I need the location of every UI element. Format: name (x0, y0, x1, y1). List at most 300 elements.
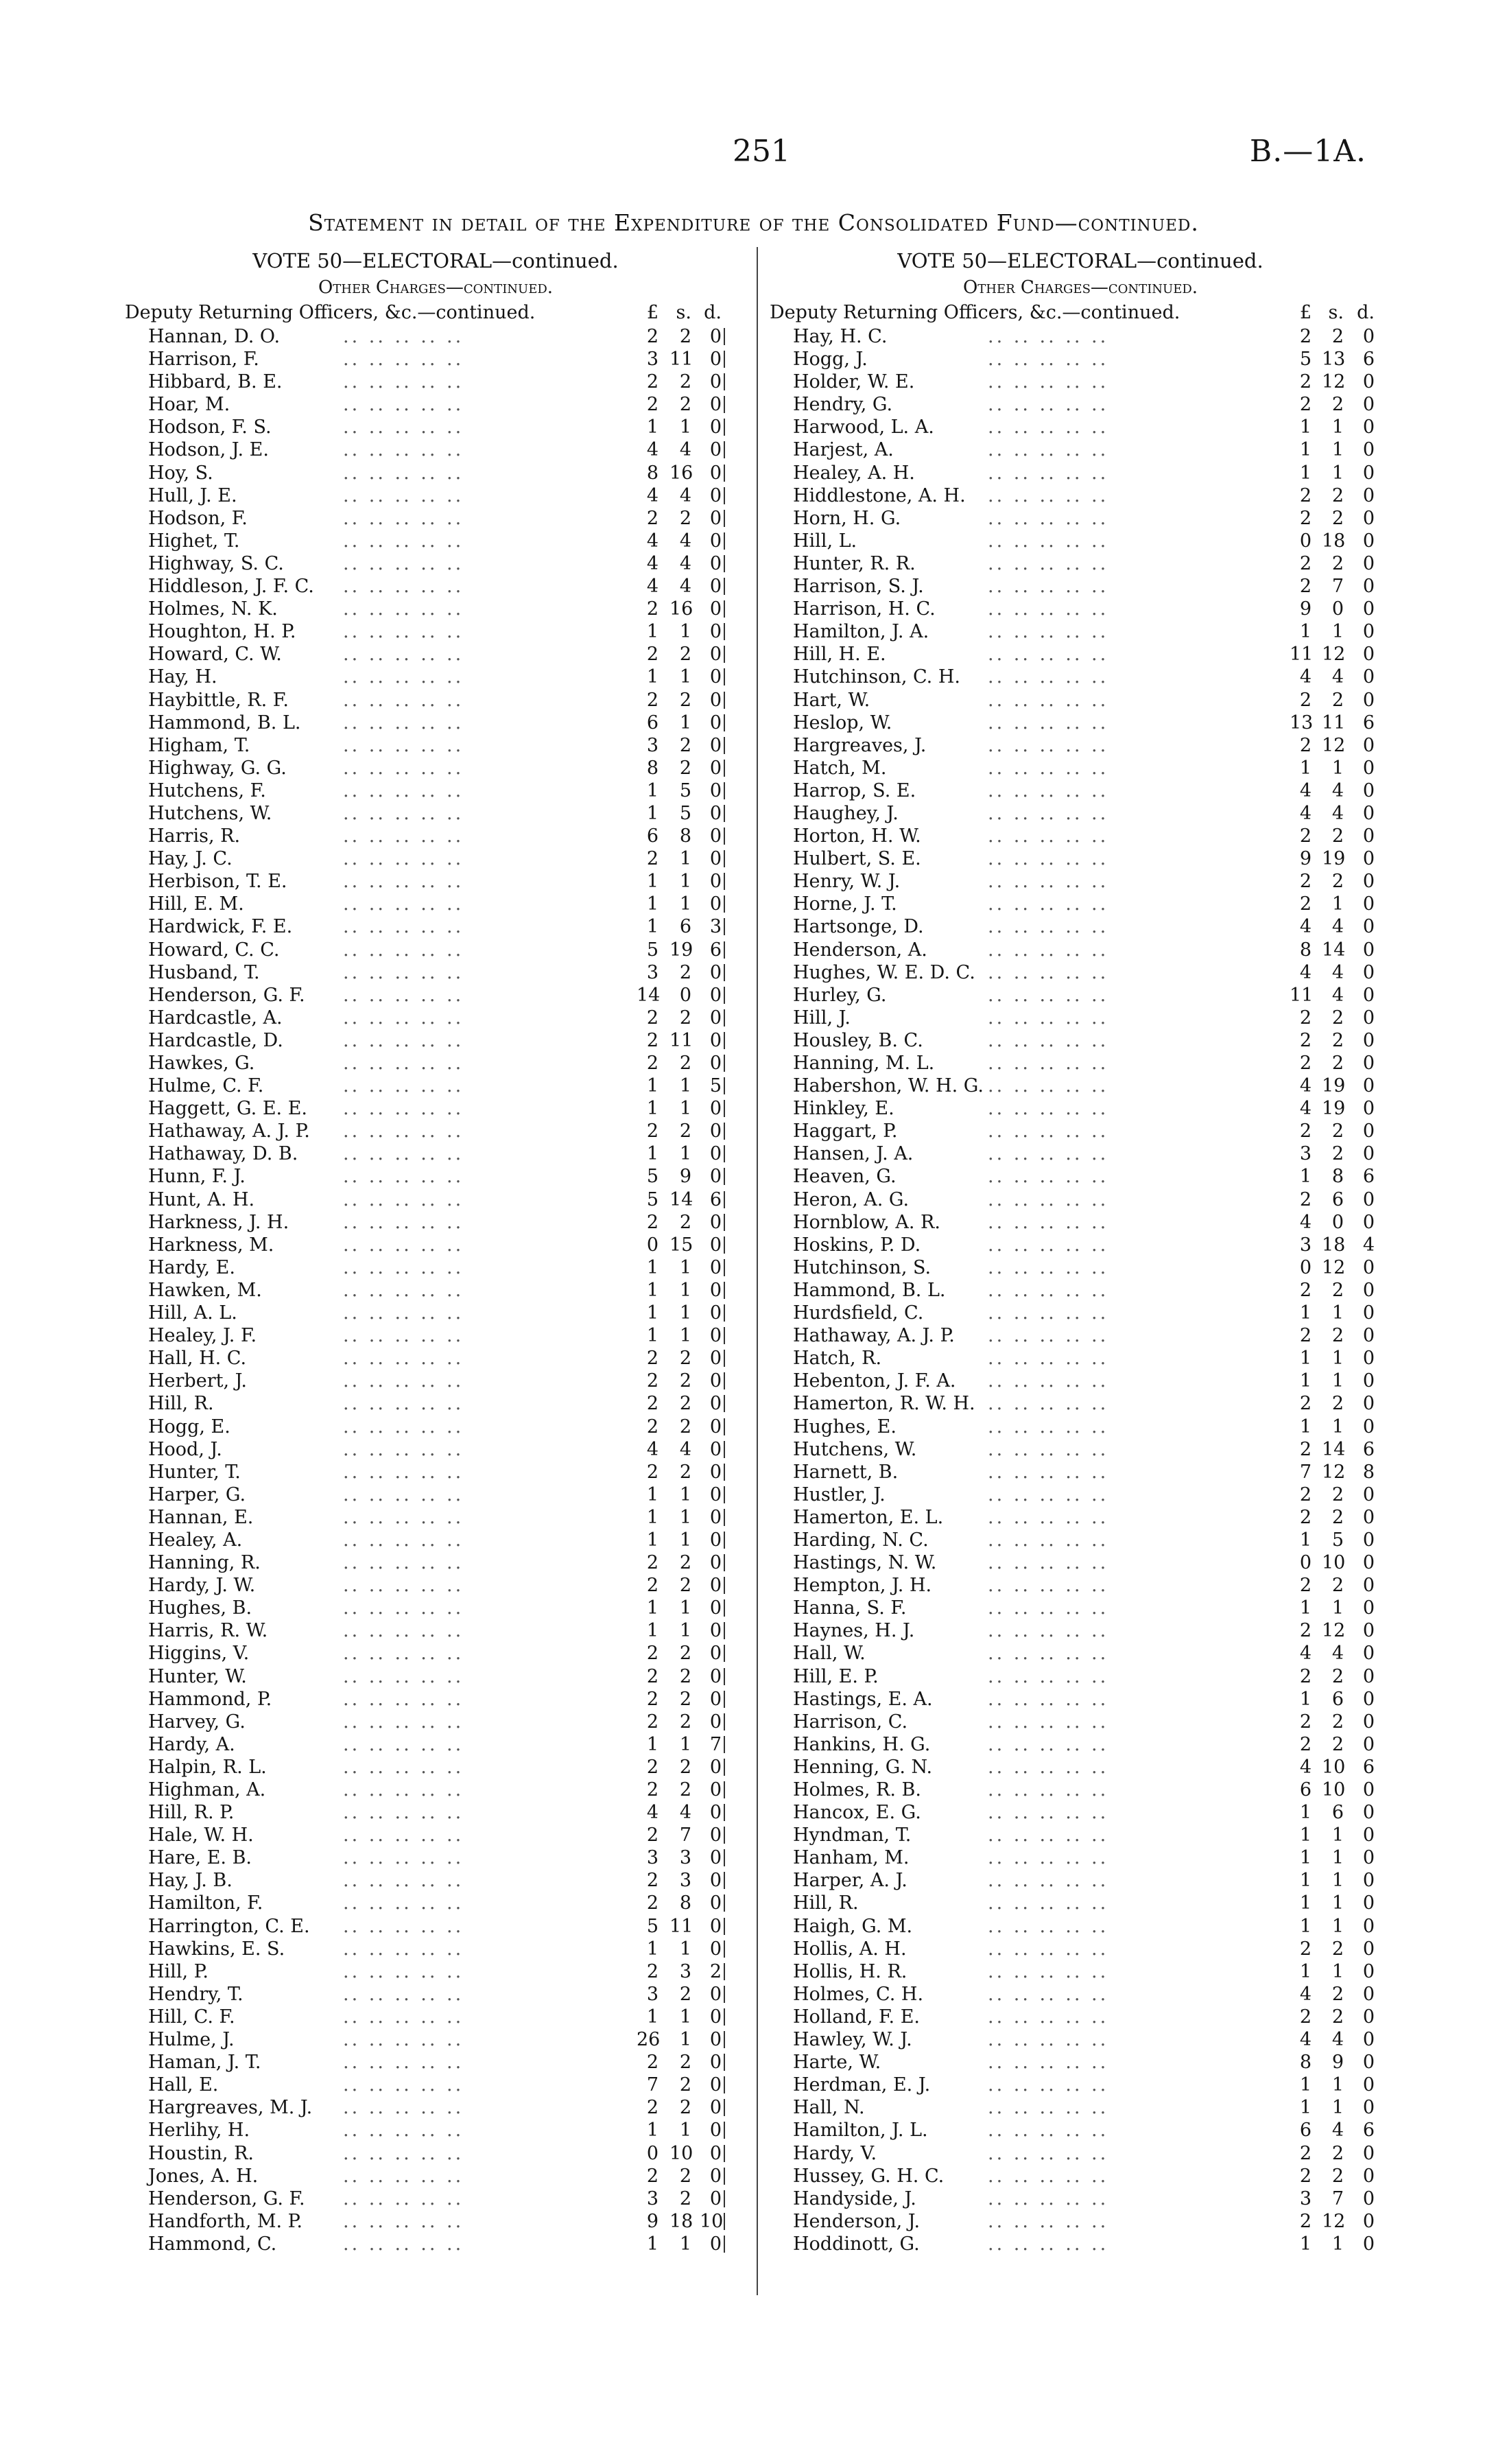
amount-pounds: 2 (1299, 1506, 1312, 1528)
amount-pence: 0 (709, 1688, 722, 1710)
leader-dots: .. .. .. .. .. (988, 802, 1109, 824)
amount-shillings: 6 (1331, 1802, 1344, 1824)
leader-dots: .. .. .. .. .. (988, 1620, 1109, 1642)
amount-pounds: 2 (646, 1552, 658, 1574)
amount-shillings: 0 (1331, 1211, 1344, 1233)
column-rule (724, 1781, 725, 1798)
leader-dots: .. .. .. .. .. (988, 1824, 1109, 1846)
payee-name: Higham, T. (148, 734, 250, 756)
column-rule (724, 1077, 725, 1094)
amount-pounds: 2 (1299, 2165, 1312, 2187)
amount-pounds: 1 (646, 666, 658, 688)
table-row (117, 893, 755, 915)
amount-pence: 0 (709, 666, 722, 688)
payee-name: Hawken, M. (148, 1279, 262, 1301)
payee-name: Henry, W. J. (793, 871, 901, 893)
amount-pounds: 6 (1299, 2120, 1312, 2142)
amount-pounds: 1 (646, 1597, 658, 1619)
leader-dots: .. .. .. .. .. (988, 1938, 1109, 1960)
column-rule (724, 1827, 725, 1844)
leader-dots: .. .. .. .. .. (988, 2006, 1109, 2028)
leader-dots: .. .. .. .. .. (343, 1802, 464, 1824)
leader-dots: .. .. .. .. .. (343, 2052, 464, 2074)
table-row (761, 1529, 1399, 1551)
table-row (761, 2233, 1399, 2255)
column-rule (724, 1418, 725, 1435)
leader-dots: .. .. .. .. .. (988, 984, 1109, 1006)
document-reference: B.—1A. (1249, 134, 1366, 169)
leader-dots: .. .. .. .. .. (988, 916, 1109, 938)
payee-name: Hall, W. (793, 1643, 866, 1665)
amount-shillings: 4 (1331, 984, 1344, 1006)
table-row (117, 2119, 755, 2142)
amount-pence: 0 (1362, 1143, 1375, 1165)
payee-name: Hoddinott, G. (793, 2233, 920, 2255)
table-row (761, 438, 1399, 461)
amount-pounds: 2 (1299, 1007, 1312, 1029)
column-rule (724, 1032, 725, 1049)
leader-dots: .. .. .. .. .. (988, 644, 1109, 666)
table-row (117, 2142, 755, 2165)
amount-shillings: 1 (679, 848, 691, 870)
amount-shillings: 7 (1331, 2187, 1344, 2209)
shillings-header: s. (676, 302, 691, 323)
table-row (117, 1733, 755, 1756)
amount-pence: 0 (709, 1370, 722, 1392)
amount-shillings: 12 (1322, 1461, 1346, 1483)
column-rule (724, 805, 725, 822)
amount-shillings: 13 (1322, 349, 1346, 371)
amount-shillings: 2 (679, 1120, 691, 1142)
payee-name: Hodson, J. E. (148, 439, 269, 461)
amount-pence: 0 (1362, 1325, 1375, 1347)
amount-pounds: 1 (646, 1483, 658, 1505)
column-rule (724, 465, 725, 482)
amount-pounds: 2 (646, 1211, 658, 1233)
amount-shillings: 2 (679, 734, 691, 756)
amount-pence: 0 (1362, 802, 1375, 824)
amount-pounds: 8 (646, 757, 658, 779)
table-row (761, 2006, 1399, 2028)
amount-pence: 0 (709, 1007, 722, 1029)
amount-pence: 10 (700, 2210, 724, 2232)
table-row (761, 2074, 1399, 2096)
table-row (761, 1142, 1399, 1165)
amount-pounds: 2 (646, 1643, 658, 1665)
amount-pence: 0 (709, 326, 722, 347)
leader-dots: .. .. .. .. .. (988, 1302, 1109, 1324)
amount-shillings: 4 (679, 1802, 691, 1824)
leader-dots: .. .. .. .. .. (343, 1960, 464, 1982)
table-row (761, 1416, 1399, 1438)
payee-name: Hardy, E. (148, 1256, 235, 1278)
amount-pence: 0 (709, 439, 722, 461)
table-row (761, 802, 1399, 825)
amount-pence: 0 (709, 598, 722, 620)
leader-dots: .. .. .. .. .. (343, 2120, 464, 2142)
amount-pounds: 2 (1299, 1053, 1312, 1074)
column-rule (724, 396, 725, 413)
leader-dots: .. .. .. .. .. (343, 371, 464, 393)
amount-pence: 3 (709, 916, 722, 938)
amount-shillings: 1 (1331, 1416, 1344, 1438)
amount-pence: 0 (709, 507, 722, 529)
leader-dots: .. .. .. .. .. (343, 462, 464, 484)
amount-pence: 0 (1362, 1053, 1375, 1074)
amount-shillings: 2 (679, 1053, 691, 1074)
column-rule (724, 1599, 725, 1617)
column-rule (724, 2054, 725, 2071)
amount-pence: 0 (1362, 439, 1375, 461)
amount-shillings: 4 (679, 484, 691, 506)
payee-name: Hartsonge, D. (793, 916, 924, 938)
payee-name: Hogg, J. (793, 349, 868, 371)
page-number: 251 (733, 134, 790, 169)
amount-shillings: 14 (1322, 939, 1346, 961)
payee-name: Hall, E. (148, 2074, 219, 2096)
payee-name: Herbison, T. E. (148, 871, 287, 893)
amount-pence: 0 (709, 2120, 722, 2142)
amount-shillings: 1 (1331, 2233, 1344, 2255)
column-rule (724, 419, 725, 436)
column-rule (724, 1622, 725, 1639)
amount-pence: 0 (1362, 1370, 1375, 1392)
amount-shillings: 1 (1331, 2074, 1344, 2096)
payee-name: Hastings, E. A. (793, 1688, 933, 1710)
table-row (117, 1234, 755, 1256)
amount-pounds: 1 (646, 1075, 658, 1097)
amount-pounds: 2 (1299, 1279, 1312, 1301)
amount-pence: 0 (1362, 621, 1375, 643)
amount-pounds: 1 (1299, 1597, 1312, 1619)
amount-shillings: 4 (1331, 1643, 1344, 1665)
amount-pence: 0 (709, 1575, 722, 1597)
vote-heading: VOTE 50—ELECTORAL—continued. (897, 249, 1263, 272)
amount-pence: 0 (709, 1529, 722, 1551)
payee-name: Hyndman, T. (793, 1824, 912, 1846)
payee-name: Hutchinson, C. H. (793, 666, 960, 688)
table-row (761, 416, 1399, 438)
amount-shillings: 11 (1322, 712, 1346, 734)
payee-name: Holmes, C. H. (793, 1983, 924, 2005)
amount-pounds: 4 (1299, 916, 1312, 938)
amount-pounds: 4 (1299, 1098, 1312, 1120)
table-row (761, 734, 1399, 757)
amount-shillings: 7 (1331, 576, 1344, 598)
table-row (761, 984, 1399, 1007)
table-row (761, 1801, 1399, 1824)
column-rule (724, 2008, 725, 2026)
amount-pence: 0 (709, 1461, 722, 1483)
leader-dots: .. .. .. .. .. (988, 2187, 1109, 2209)
table-row (117, 1302, 755, 1324)
amount-pounds: 1 (1299, 1529, 1312, 1551)
payee-name: Hannan, E. (148, 1506, 254, 1528)
table-row (761, 1846, 1399, 1869)
amount-pounds: 1 (646, 779, 658, 801)
payee-name: Hannan, D. O. (148, 326, 281, 347)
amount-pence: 0 (1362, 1938, 1375, 1960)
column-rule (724, 2190, 725, 2207)
table-row (761, 961, 1399, 984)
amount-pence: 0 (1362, 1665, 1375, 1687)
amount-pence: 0 (709, 530, 722, 552)
payee-name: Hughes, B. (148, 1597, 252, 1619)
amount-shillings: 18 (1322, 1234, 1346, 1256)
column-rule (724, 941, 725, 959)
amount-pounds: 1 (1299, 2097, 1312, 2119)
amount-pence: 0 (1362, 1620, 1375, 1642)
amount-pence: 0 (709, 2142, 722, 2164)
payee-name: Haybittle, R. F. (148, 689, 289, 711)
payee-name: Houghton, H. P. (148, 621, 296, 643)
table-row (761, 1347, 1399, 1370)
sub-heading: Other Charges—continued. (962, 277, 1198, 298)
amount-pence: 0 (1362, 1575, 1375, 1597)
amount-pounds: 6 (646, 825, 658, 847)
amount-pence: 0 (709, 576, 722, 598)
payee-name: Hardwick, F. E. (148, 916, 293, 938)
leader-dots: .. .. .. .. .. (988, 598, 1109, 620)
leader-dots: .. .. .. .. .. (343, 961, 464, 983)
table-row (761, 2028, 1399, 2051)
amount-pounds: 2 (646, 1779, 658, 1800)
table-row (117, 1642, 755, 1665)
leader-dots: .. .. .. .. .. (343, 1483, 464, 1505)
leader-dots: .. .. .. .. .. (343, 1915, 464, 1937)
amount-pence: 4 (1362, 1234, 1375, 1256)
payee-name: Harrison, F. (148, 349, 259, 371)
table-row (761, 620, 1399, 643)
amount-shillings: 3 (679, 1847, 691, 1869)
table-row (117, 1165, 755, 1188)
amount-pence: 0 (1362, 1529, 1375, 1551)
amount-pounds: 2 (646, 2052, 658, 2074)
payee-name: Hamilton, J. A. (793, 621, 929, 643)
payee-name: Harper, A. J. (793, 1870, 907, 1892)
leader-dots: .. .. .. .. .. (988, 1733, 1109, 1755)
amount-pounds: 0 (1299, 1552, 1312, 1574)
leader-dots: .. .. .. .. .. (343, 1211, 464, 1233)
amount-pence: 0 (709, 2233, 722, 2255)
table-row (761, 2051, 1399, 2074)
amount-pounds: 2 (1299, 1188, 1312, 1210)
amount-pence: 0 (1362, 1120, 1375, 1142)
amount-pence: 0 (1362, 2029, 1375, 2051)
table-row (117, 1461, 755, 1483)
amount-pence: 0 (1362, 416, 1375, 438)
amount-shillings: 1 (679, 1620, 691, 1642)
amount-shillings: 2 (1331, 1053, 1344, 1074)
table-row (117, 575, 755, 598)
amount-pounds: 11 (1290, 644, 1314, 666)
amount-pence: 0 (1362, 666, 1375, 688)
payee-name: Hardcastle, A. (148, 1007, 283, 1029)
table-row (761, 643, 1399, 666)
amount-shillings: 1 (679, 1256, 691, 1278)
amount-pence: 0 (709, 484, 722, 506)
table-row (761, 1029, 1399, 1052)
amount-pence: 0 (709, 779, 722, 801)
amount-shillings: 2 (679, 2052, 691, 2074)
leader-dots: .. .. .. .. .. (343, 1892, 464, 1914)
payee-name: Hutchens, F. (148, 779, 266, 801)
column-rule (724, 760, 725, 777)
leader-dots: .. .. .. .. .. (988, 2052, 1109, 2074)
column-rule (724, 2145, 725, 2162)
leader-dots: .. .. .. .. .. (988, 1393, 1109, 1415)
leader-dots: .. .. .. .. .. (343, 1847, 464, 1869)
amount-shillings: 2 (1331, 1279, 1344, 1301)
table-row (761, 462, 1399, 484)
amount-pence: 0 (1362, 1597, 1375, 1619)
table-row (761, 1097, 1399, 1120)
amount-pounds: 1 (1299, 1824, 1312, 1846)
column-rule (724, 692, 725, 709)
leader-dots: .. .. .. .. .. (343, 2210, 464, 2232)
table-row (761, 1665, 1399, 1688)
payee-name: Heron, A. G. (793, 1188, 910, 1210)
amount-shillings: 1 (679, 1597, 691, 1619)
leader-dots: .. .. .. .. .. (988, 825, 1109, 847)
payee-name: Hastings, N. W. (793, 1552, 937, 1574)
payee-name: Hunter, R. R. (793, 552, 916, 574)
amount-pounds: 2 (646, 1665, 658, 1687)
amount-pounds: 4 (646, 576, 658, 598)
table-row (117, 484, 755, 507)
column-rule (724, 1282, 725, 1299)
column-header (761, 301, 1399, 325)
table-row (761, 1733, 1399, 1756)
amount-pence: 0 (709, 1393, 722, 1415)
section-heading: Deputy Returning Officers, &c.—continued. (125, 302, 536, 323)
amount-pence: 0 (1362, 1870, 1375, 1892)
table-row (761, 1120, 1399, 1142)
payee-name: Haughey, J. (793, 802, 899, 824)
amount-shillings: 2 (1331, 552, 1344, 574)
amount-shillings: 4 (679, 576, 691, 598)
amount-pence: 0 (709, 552, 722, 574)
amount-pence: 0 (1362, 598, 1375, 620)
payee-name: Harkness, M. (148, 1234, 274, 1256)
leader-dots: .. .. .. .. .. (988, 757, 1109, 779)
payee-name: Hendry, T. (148, 1983, 244, 2005)
amount-pence: 0 (1362, 1824, 1375, 1846)
payee-name: Hancox, E. G. (793, 1802, 921, 1824)
amount-pounds: 1 (1299, 1802, 1312, 1824)
leader-dots: .. .. .. .. .. (343, 1302, 464, 1324)
amount-shillings: 2 (1331, 1029, 1344, 1051)
leader-dots: .. .. .. .. .. (343, 507, 464, 529)
amount-pence: 0 (1362, 2142, 1375, 2164)
amount-pounds: 2 (1299, 1620, 1312, 1642)
table-row (761, 1938, 1399, 1960)
payee-name: Hoy, S. (148, 462, 213, 484)
table-row (117, 507, 755, 530)
amount-pence: 0 (709, 1779, 722, 1800)
table-row (117, 1211, 755, 1234)
amount-shillings: 2 (1331, 507, 1344, 529)
amount-shillings: 4 (1331, 2029, 1344, 2051)
payee-name: Highway, S. C. (148, 552, 284, 574)
leader-dots: .. .. .. .. .. (343, 916, 464, 938)
column-divider (757, 247, 758, 2295)
amount-pounds: 2 (1299, 1438, 1312, 1460)
amount-pence: 6 (1362, 349, 1375, 371)
leader-dots: .. .. .. .. .. (988, 1053, 1109, 1074)
amount-shillings: 2 (1331, 1938, 1344, 1960)
amount-pence: 0 (1362, 1029, 1375, 1051)
leader-dots: .. .. .. .. .. (343, 1575, 464, 1597)
payee-name: Hill, J. (793, 1007, 851, 1029)
payee-name: Hill, R. (148, 1393, 214, 1415)
table-row (117, 734, 755, 757)
table-row (761, 393, 1399, 416)
statement-title: Statement in detail of the Expenditure of the Consolidated Fund—continued. (308, 209, 1199, 236)
amount-shillings: 2 (1331, 871, 1344, 893)
amount-pounds: 1 (646, 416, 658, 438)
amount-pence: 0 (1362, 871, 1375, 893)
amount-shillings: 1 (1331, 1348, 1344, 1370)
leader-dots: .. .. .. .. .. (988, 484, 1109, 506)
amount-shillings: 7 (679, 1824, 691, 1846)
payee-name: Hill, R. P. (148, 1802, 235, 1824)
payee-name: Hoskins, P. D. (793, 1234, 921, 1256)
amount-pence: 0 (1362, 1733, 1375, 1755)
amount-pounds: 5 (646, 1166, 658, 1188)
amount-pence: 0 (1362, 1711, 1375, 1733)
table-row (761, 1165, 1399, 1188)
amount-pence: 0 (709, 1143, 722, 1165)
leader-dots: .. .. .. .. .. (343, 1143, 464, 1165)
payee-name: Hood, J. (148, 1438, 222, 1460)
amount-shillings: 5 (679, 779, 691, 801)
amount-shillings: 2 (1331, 825, 1344, 847)
column-rule (724, 532, 725, 550)
column-rule (724, 2213, 725, 2230)
amount-pence: 0 (709, 1438, 722, 1460)
payee-name: Hathaway, A. J. P. (148, 1120, 310, 1142)
table-row (117, 825, 755, 847)
amount-pounds: 1 (1299, 1688, 1312, 1710)
amount-pounds: 2 (1299, 871, 1312, 893)
payee-name: Haynes, H. J. (793, 1620, 915, 1642)
amount-pence: 0 (1362, 530, 1375, 552)
amount-pounds: 2 (1299, 1393, 1312, 1415)
table-row (761, 1779, 1399, 1801)
leader-dots: .. .. .. .. .. (988, 439, 1109, 461)
amount-shillings: 1 (679, 871, 691, 893)
payee-name: Hanna, S. F. (793, 1597, 907, 1619)
amount-shillings: 8 (679, 1892, 691, 1914)
amount-pounds: 1 (1299, 757, 1312, 779)
table-row (117, 2028, 755, 2051)
leader-dots: .. .. .. .. .. (988, 530, 1109, 552)
amount-pence: 0 (709, 2187, 722, 2209)
payee-name: Hill, L. (793, 530, 857, 552)
table-row (761, 484, 1399, 507)
leader-dots: .. .. .. .. .. (988, 1643, 1109, 1665)
payee-name: Hodson, F. S. (148, 416, 272, 438)
amount-shillings: 4 (679, 1438, 691, 1460)
column-rule (724, 1509, 725, 1526)
amount-pounds: 2 (646, 1756, 658, 1778)
amount-pounds: 6 (1299, 1779, 1312, 1800)
amount-shillings: 2 (679, 1688, 691, 1710)
amount-pounds: 2 (646, 1688, 658, 1710)
leader-dots: .. .. .. .. .. (988, 1438, 1109, 1460)
table-row (761, 1915, 1399, 1938)
